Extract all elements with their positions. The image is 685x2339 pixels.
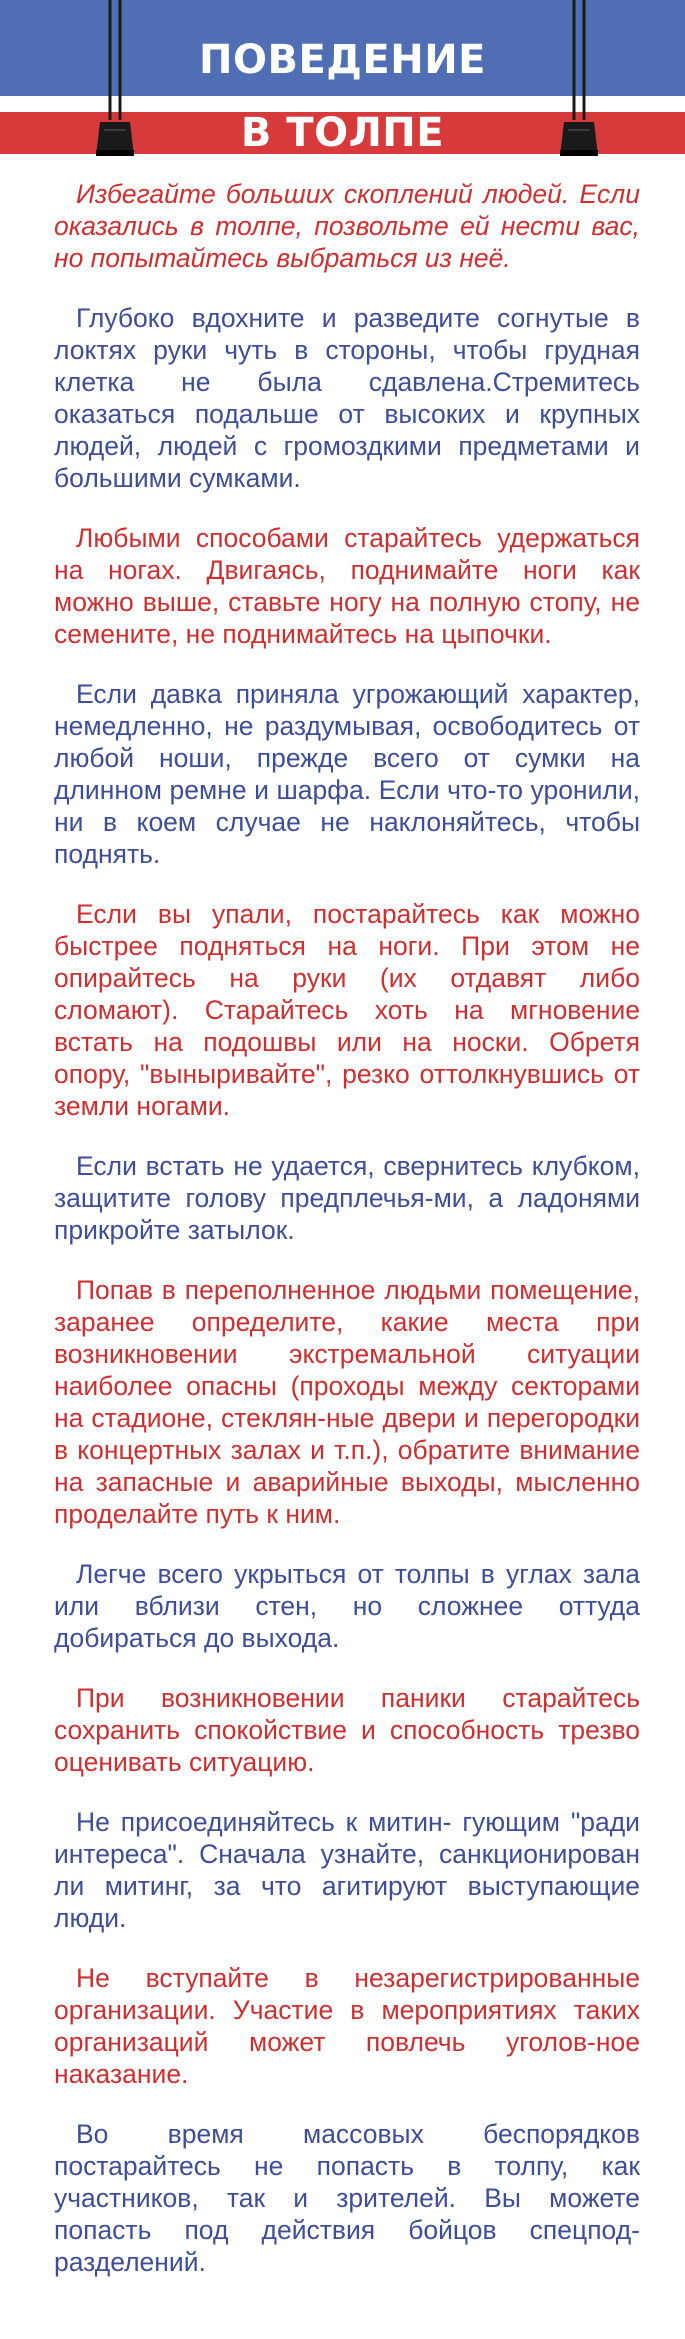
advice-paragraph: Если вы упали, постарайтесь как можно быстрее подняться на ноги. При этом не опирайтесь на руки (их отдавят либо сломают). Старайтесь хоть на мгновение встать на подошвы или на носки. Обретя опору, "выныривайте", резко оттолкнувшись от земли ногами.: [54, 899, 640, 1121]
advice-paragraph: Избегайте больших скоплений людей. Если оказались в толпе, позвольте ей нести вас, но попытайтесь выбраться из неё.: [54, 179, 640, 273]
advice-paragraph: Если давка приняла угрожающий характер, немедленно, не раздумывая, освободитесь от любой ноши, прежде всего от сумки на длинном ремне и шарфа. Если что-то уронили, ни в коем случае не наклоняйтесь, чтобы поднять.: [54, 679, 640, 869]
page-title-line2: В ТОЛПЕ: [240, 110, 445, 156]
advice-paragraph: Глубоко вдохните и разведите согнутые в локтях руки чуть в стороны, чтобы грудная клетка не была сдавлена.Стремитесь оказаться подальше от высоких и крупных людей, людей с громоздкими предметами и большими сумками.: [54, 303, 640, 493]
advice-paragraph: Не присоединяйтесь к митин- гующим "ради интереса". Сначала узнайте, санкционирован ли митинг, за что агитируют выступающие люди.: [54, 1807, 640, 1933]
header-banner: [0, 0, 685, 160]
advice-paragraph: Если встать не удается, свернитесь клубком, защитите голову предплечья-ми, а ладонями прикройте затылок.: [54, 1151, 640, 1245]
advice-paragraph: Попав в переполненное людьми помещение, заранее определите, какие места при возникновении экстремальной ситуации наиболее опасны (проходы между секторами на стадионе, стеклян-ные двери и перегородки в концертных залах и т.п.), обратите внимание на запасные и аварийные выходы, мысленно проделайте путь к ним.: [54, 1275, 640, 1529]
advice-paragraph: При возникновении паники старайтесь сохранить спокойствие и способность трезво оценивать ситуацию.: [54, 1683, 640, 1777]
advice-list: [54, 178, 640, 2306]
advice-paragraph: Во время массовых беспорядков постарайтесь не попасть в толпу, как участников, так и зрителей. Вы можете попасть под действия бойцов спецпод-разделений.: [54, 2119, 640, 2277]
advice-paragraph: Легче всего укрыться от толпы в углах зала или вблизи стен, но сложнее оттуда добираться до выхода.: [54, 1559, 640, 1653]
advice-paragraph: Не вступайте в незарегистрированные организации. Участие в мероприятиях таких организаций может повлечь уголов-ное наказание.: [54, 1963, 640, 2089]
advice-paragraph: Любыми способами старайтесь удержаться на ногах. Двигаясь, поднимайте ноги как можно выше, ставьте ногу на полную стопу, не семените, не поднимайтесь на цыпочки.: [54, 523, 640, 649]
page-title-line1: ПОВЕДЕНИЕ: [198, 37, 487, 83]
